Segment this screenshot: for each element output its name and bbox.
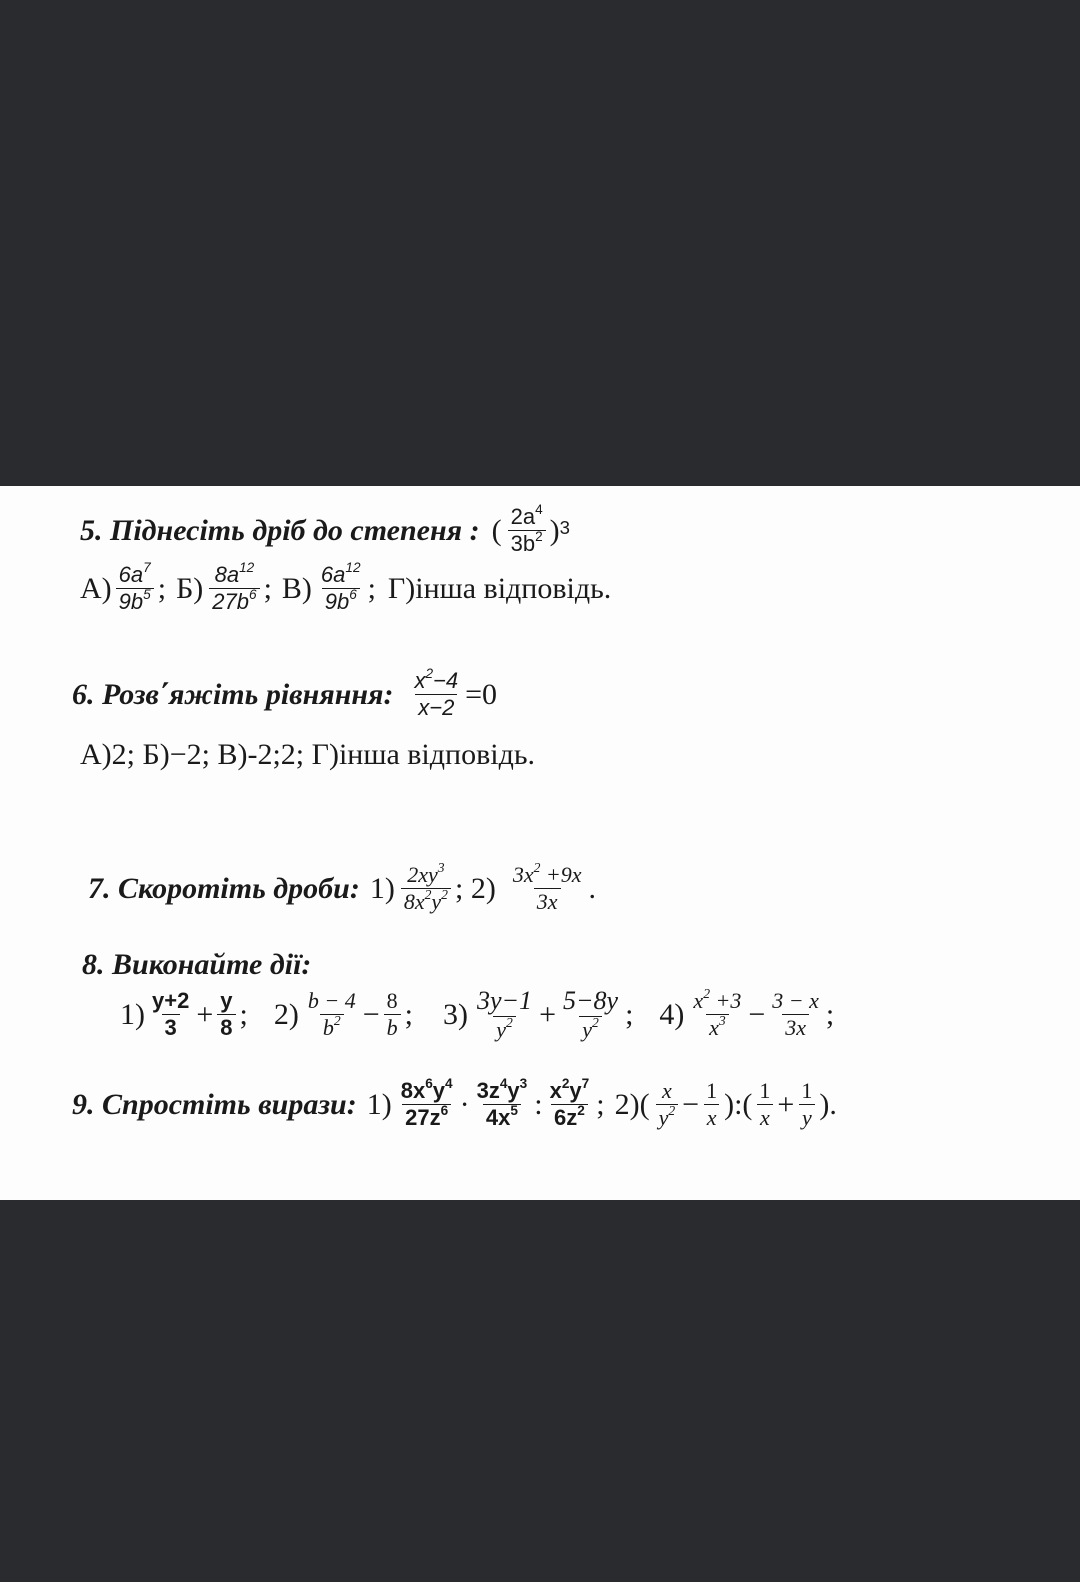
task-5-prompt: 5. Піднесіть дріб до степеня : ( $\frac{2a^4}{3b^2}$ ) $^3$	[80, 501, 570, 556]
task-9-expr-2-fraction-2: $\frac{1}{x}$	[703, 1080, 720, 1129]
task-9-expr-2-fraction-4: $\frac{1}{y}$	[798, 1080, 815, 1129]
task-6-title: 6. Розв΄яжіть рівняння:	[72, 677, 394, 711]
task-7-title: 7. Скоротіть дроби:	[88, 871, 360, 905]
task-8-expr-1-fraction-2: $\frac{y}{8}$	[217, 990, 235, 1039]
task-9-prompt: 9. Спростіть вирази: 1) $\frac{8x^6y^4}{27z^6}$ · $\frac{3z^4y^3}{4x^5}$ : $\frac{x^2y^7}{6z^2}$ ; 2)( $\frac{x}{y^2}$ − $\frac{1}{x}$ ):( $\frac{1}{x}$ + $\frac{1}{y}$ ).	[72, 1075, 837, 1130]
task-6-rhs: =0	[465, 677, 498, 711]
task-5-option-b: $\frac{8a^{12}}{27b^6}$	[209, 564, 259, 613]
task-7-fraction-2: $\frac{3x^2 +9x}{3x}$	[512, 859, 582, 914]
task-5-title: 5. Піднесіть дріб до степеня :	[80, 513, 480, 547]
task-8-expr-4-fraction-1: $\frac{x^2 +3}{x^3}$	[693, 985, 742, 1040]
task-8-expressions: 1) $\frac{y+2}{3}$ + $\frac{y}{8}$ ; 2) $\frac{b - 4}{b^2}$ − $\frac{8}{b}$ ; 3) $\frac{3y-1}{y^2}$ + $\frac{5-8y}{y^2}$ ; 4) $\frac{x^2 +3}{x^3}$ − $\frac{3 - x}{3x}$ ;	[120, 985, 835, 1042]
task-6-answers: А)2; Б)−2; В)-2;2; Г)інша відповідь.	[80, 738, 536, 771]
task-9-title: 9. Спростіть вирази:	[72, 1087, 357, 1121]
task-8-expr-3-fraction-1: $\frac{3y-1}{y^2}$	[476, 986, 533, 1042]
task-6-equation-fraction: $\frac{x^2-4}{x-2}$	[414, 665, 459, 720]
task-7-fraction-1: $\frac{2xy^3}{8x^2y^2}$	[401, 864, 451, 913]
task-8-expr-2-fraction-1: $\frac{b - 4}{b^2}$	[307, 988, 356, 1040]
task-5-option-c: $\frac{6a^{12}}{9b^6}$	[320, 559, 361, 614]
task-5-fraction: $\frac{2a^4}{3b^2}$	[508, 506, 546, 555]
task-5-option-a: $\frac{6a^7}{9b^5}$	[116, 564, 154, 613]
task-9-expr-1-fraction-1: $\frac{8x^6y^4}{27z^6}$	[400, 1075, 453, 1130]
task-8-expr-3-fraction-2: $\frac{5-8y}{y^2}$	[562, 986, 619, 1042]
task-8-expr-4-fraction-2: $\frac{3 - x}{3x}$	[772, 988, 819, 1040]
task-9-expr-2-fraction-3: $\frac{1}{x}$	[756, 1080, 773, 1129]
task-9-expr-2-fraction-1: $\frac{x}{y^2}$	[656, 1080, 679, 1129]
task-8-expr-2-fraction-2: $\frac{8}{b}$	[384, 990, 401, 1039]
task-9-expr-1-fraction-3: $\frac{x^2y^7}{6z^2}$	[549, 1075, 590, 1130]
task-5-answers: А) $\frac{6a^7}{9b^5}$ ; Б) $\frac{8a^{12}}{27b^6}$ ; В) $\frac{6a^{12}}{9b^6}$ ; Г)інша відповідь.	[80, 559, 612, 614]
task-9-expr-1-fraction-2: $\frac{3z^4y^3}{4x^5}$	[476, 1075, 528, 1130]
task-8-expr-1-fraction-1: $\frac{y+2}{3}$	[152, 988, 190, 1040]
worksheet-page	[0, 486, 1080, 1200]
task-7-prompt: 7. Скоротіть дроби: 1) $\frac{2xy^3}{8x^2y^2}$ ; 2) $\frac{3x^2 +9x}{3x}$ .	[88, 859, 597, 914]
task-6-prompt	[72, 665, 498, 720]
task-8-title: 8. Виконайте дії:	[82, 948, 312, 981]
task-5-option-d: Г)інша відповідь.	[387, 571, 612, 605]
